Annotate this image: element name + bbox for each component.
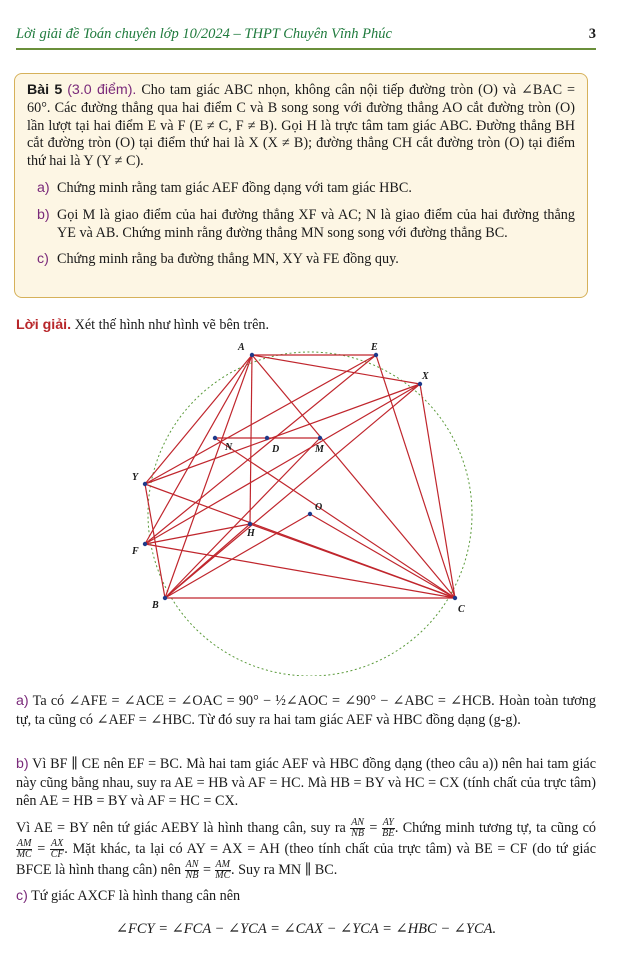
part-c-label: c) (37, 251, 49, 268)
point-x (418, 382, 422, 386)
point-y (143, 482, 147, 486)
page-number: 3 (588, 26, 596, 42)
point-b (163, 596, 167, 600)
label-x: X (422, 371, 429, 382)
solution-b-line2c: . Mặt khác, ta lại có AY = AX = AH (theo tính chất của trực tâm) và BE = CF (do tứ giác BFCE là hình thang cân) nên (16, 840, 597, 878)
page-header (16, 26, 596, 46)
point-n (213, 436, 217, 440)
part-b-label: b) (37, 206, 50, 223)
fraction-ay-be: $\frac{AY}{BE}$ (382, 817, 395, 839)
solution-a-line2: Hoàn toàn tương tự, ta cũng có ∠AEF = ∠HBC. Từ đó suy ra hai tam giác AEF và HBC đồng dạng (g-g). (16, 693, 596, 728)
problem-label: Bài 5 (27, 82, 63, 98)
solution-b-line2b: . Chứng minh tương tự, ta cũng có (394, 819, 597, 836)
solution-a-label: a) (16, 693, 29, 709)
equals-sign-3: = (202, 861, 211, 878)
solution-intro-text: Xét thế hình như hình vẽ bên trên. (74, 317, 270, 333)
label-f: F (132, 546, 139, 557)
point-c (453, 596, 457, 600)
label-e: E (371, 342, 378, 353)
part-a-text: Chứng minh rằng tam giác AEF đồng dạng với tam giác HBC. (57, 179, 412, 196)
problem-part-a (27, 180, 575, 198)
geometry-figure (130, 336, 490, 676)
solution-a-line1: Ta có ∠AFE = ∠ACE = ∠OAC = 90° − ½∠AOC = ∠90° − ∠ABC = ∠HCB. (32, 693, 495, 709)
fraction-ax-cf: $\frac{AX}{CF}$ (50, 838, 64, 860)
point-d (265, 436, 269, 440)
construction-lines (145, 355, 455, 598)
equals-sign: = (369, 819, 378, 836)
label-c: C (458, 604, 465, 615)
point-f (143, 542, 147, 546)
header-rule (16, 48, 596, 50)
label-a: A (238, 342, 245, 353)
solution-c-line1: Tứ giác AXCF là hình thang cân nên (31, 888, 241, 904)
solution-part-b-continued (16, 818, 596, 881)
fraction-an-nb: $\frac{AN}{NB}$ (351, 817, 364, 839)
solution-b-label: b) (16, 756, 29, 772)
equals-sign-2: = (37, 840, 46, 857)
solution-intro (16, 317, 269, 334)
label-o: O (315, 502, 323, 513)
point-a (250, 353, 254, 357)
part-b-text: Gọi M là giao điểm của hai đường thẳng XF và AC; N là giao điểm của hai đường thẳng YE và AB. Chứng minh rằng đường thẳng MN song song với đường thẳng BC. (57, 206, 575, 241)
solution-b-line2a: Vì AE = BY nên tứ giác AEBY là hình thang cân, suy ra (16, 819, 346, 836)
solution-c-label: c) (16, 888, 28, 904)
part-c-text: Chứng minh rằng ba đường thẳng MN, XY và FE đồng quy. (57, 251, 399, 268)
solution-part-b (16, 755, 596, 811)
label-n: N (225, 442, 233, 453)
solution-b-line1: Vì BF ∥ CE nên EF = BC. Mà hai tam giác AEF và HBC đồng dạng (theo câu a)) nên hai tam giác này cũng bằng nhau, suy ra AE = HB và AF = HC. Mà HB = BY và HC = CX (tính chất của trực tâm) nên AE = HB = BY và AF = HC = CX. (16, 756, 596, 809)
fraction-an-nb-2: $\frac{AN}{NB}$ (185, 859, 199, 881)
label-b: B (152, 600, 159, 611)
problem-text: Cho tam giác ABC nhọn, không cân nội tiếp đường tròn (O) và ∠BAC = 60°. Các đường thẳng qua hai điểm C và B song song với đường thẳng AO cắt đường tròn (O) lần lượt tại hai điểm E và F (E ≠ C, F ≠ B). Gọi H là trực tâm tam giác ABC. Đường thẳng BH cắt đường tròn (O) tại điểm thứ hai là X (X ≠ B); đường thẳng CH cắt đường tròn (O) tại điểm thứ hai là Y (Y ≠ C). (27, 82, 576, 170)
problem-part-b (27, 207, 575, 243)
point-o (308, 512, 312, 516)
point-h (248, 522, 252, 526)
label-y: Y (132, 472, 139, 483)
problem-box (14, 73, 588, 298)
solution-c-equation: ∠FCY = ∠FCA − ∠YCA = ∠CAX − ∠YCA = ∠HBC − ∠YCA. (115, 921, 497, 937)
label-m: M (315, 444, 324, 455)
label-h: H (247, 528, 255, 539)
solution-b-line2d: . Suy ra MN ∥ BC. (231, 861, 338, 878)
problem-part-c (27, 251, 575, 269)
label-d: D (272, 444, 280, 455)
point-e (374, 353, 378, 357)
part-a-label: a) (37, 179, 50, 196)
solution-part-c (16, 887, 596, 906)
fraction-am-mc-2: $\frac{AM}{MC}$ (215, 859, 231, 881)
solution-label: Lời giải. (16, 317, 72, 333)
point-m (318, 436, 322, 440)
problem-points: (3.0 điểm). (67, 82, 137, 98)
problem-statement (27, 82, 575, 171)
fraction-am-mc: $\frac{AM}{MC}$ (16, 838, 32, 860)
header-title: Lời giải đề Toán chuyên lớp 10/2024 – THPT Chuyên Vĩnh Phúc (16, 26, 392, 42)
solution-part-a (16, 692, 596, 729)
